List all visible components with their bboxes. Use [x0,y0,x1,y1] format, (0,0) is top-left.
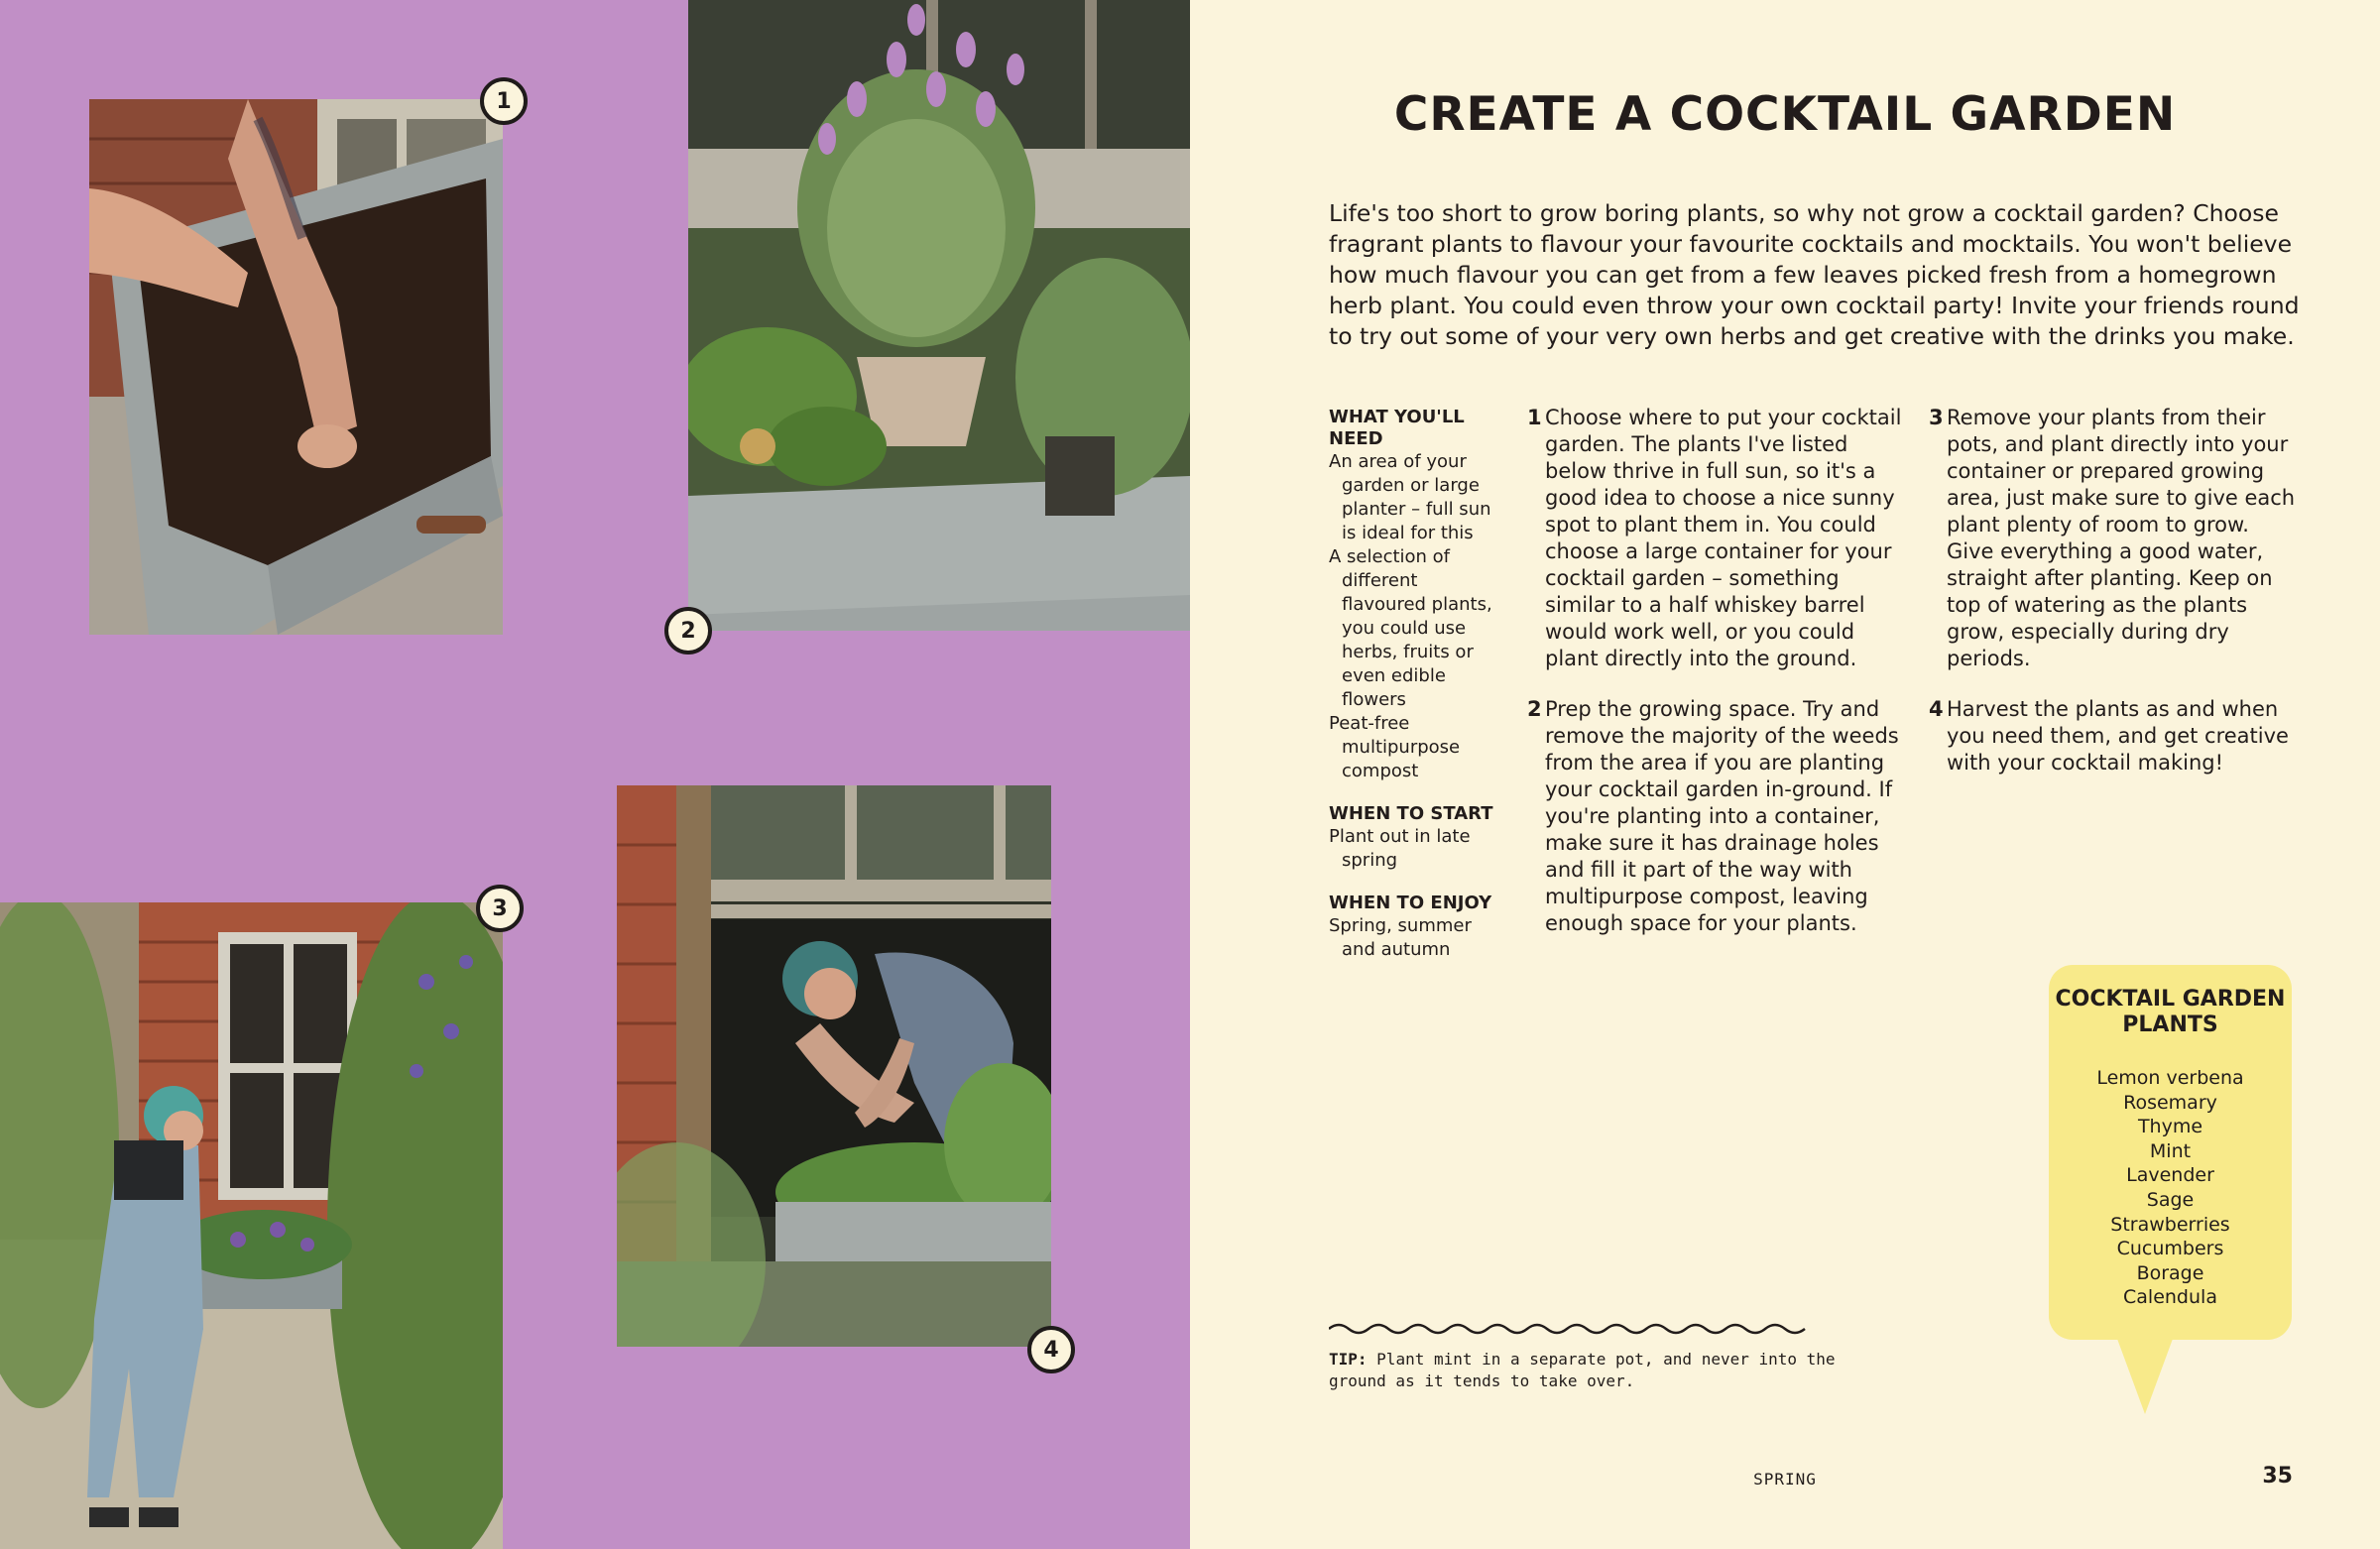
plant-item: Borage [2136,1261,2204,1284]
plant-item: Strawberries [2110,1213,2230,1236]
step-number: 3 [1929,406,1944,429]
photo-number-badge-2: 2 [664,607,712,655]
needs-item: An area of your garden or large planter – full sun is ideal for this [1329,451,1491,543]
tip-text: Plant mint in a separate pot, and never into the ground as it tends to take over. [1329,1350,1836,1390]
step-text: Remove your plants from their pots, and plant directly into your container or prepared growing area, just make sure to give each plant plenty of room to grow. Give everything a good water, straight after planting. Keep on top of watering as the plants grow, especially during dry periods. [1947,406,2296,670]
step-2 [1527,696,1904,937]
needs-item: A selection of different flavoured plants, you could use herbs, fruits or even edible flowers [1329,546,1492,710]
plant-item: Thyme [2137,1116,2203,1138]
right-page [1190,0,2380,1549]
photo-window-planter [617,785,1051,1347]
step-text: Prep the growing space. Try and remove the majority of the weeds from the area if you are planting your cocktail garden in-ground. If you're planting into a container, make sure it has drainage holes and fill it part of the way with multipurpose compost, leaving enough space for your plants. [1545,697,1899,935]
steps-column-1 [1527,405,1904,961]
plant-item: Lemon verbena [2096,1067,2244,1089]
needs-heading: WHAT YOU'LL NEED [1329,407,1465,449]
steps-column-2 [1929,405,2298,800]
requirements-sidebar [1329,407,1507,962]
photo-lavender-planter [688,0,1190,631]
step-3 [1929,405,2298,672]
photo-number-badge-1: 1 [480,77,528,125]
step-text: Harvest the plants as and when you need them, and get creative with your cocktail making! [1947,697,2289,774]
step-text: Choose where to put your cocktail garden. The plants I've listed below thrive in full sun, so it's a good idea to choose a nice sunny spot to plant them in. You could choose a large container for your cocktail garden – something similar to a half whiskey barrel would work well, or you could plant directly into the ground. [1545,406,1902,670]
step-number: 4 [1929,697,1944,721]
wavy-divider [1329,1319,1815,1339]
plant-list [2049,1066,2292,1310]
callout-title: COCKTAIL GARDEN PLANTS [2055,987,2286,1037]
plant-item: Cucumbers [2116,1238,2224,1260]
plant-item: Calendula [2123,1286,2217,1309]
plant-item: Mint [2149,1139,2192,1162]
step-number: 2 [1527,697,1542,721]
page-number: 35 [2262,1464,2293,1489]
page-title: CREATE A COCKTAIL GARDEN [1393,87,2177,142]
cocktail-plants-callout [2049,965,2292,1340]
tip-note [1329,1349,1844,1392]
step-number: 1 [1527,406,1542,429]
photo-sowing-trough [89,99,503,635]
section-footer: SPRING [1753,1470,1817,1489]
start-text: Plant out in late spring [1329,826,1471,871]
callout-pointer [2117,1339,2173,1414]
plant-item: Lavender [2126,1164,2214,1187]
tip-label: TIP: [1329,1350,1368,1369]
plant-item: Rosemary [2123,1091,2217,1114]
photo-number-badge-3: 3 [476,885,524,932]
photo-gardener-window-box [0,902,503,1549]
start-heading: WHEN TO START [1329,803,1493,824]
enjoy-heading: WHEN TO ENJOY [1329,893,1492,913]
step-1 [1527,405,1904,672]
enjoy-text: Spring, summer and autumn [1329,915,1472,960]
needs-item: Peat-free multipurpose compost [1329,713,1461,781]
photo-number-badge-4: 4 [1027,1326,1075,1373]
intro-paragraph: Life's too short to grow boring plants, so why not grow a cocktail garden? Choose fragrant plants to flavour your favourite cocktails and mocktails. You won't believe how much flavour you can get from a few leaves picked fresh from a homegrown herb plant. You could even throw your own cocktail party! Invite your friends round to try out some of your very own herbs and get creative with the drinks you make. [1329,199,2300,350]
step-4 [1929,696,2298,776]
plant-item: Sage [2146,1188,2195,1211]
